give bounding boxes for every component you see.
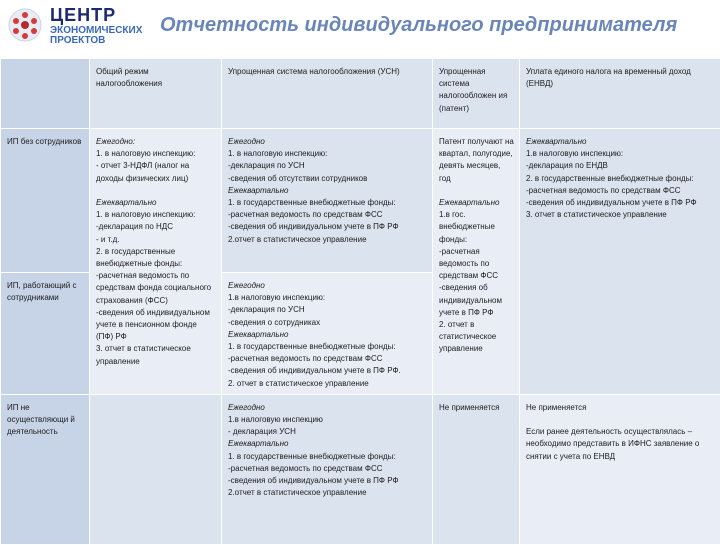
- column-header-usn: Упрощенная система налогообложения (УСН): [222, 59, 433, 129]
- slide-header: [0, 0, 720, 56]
- brand-line-3: ПРОЕКТОВ: [50, 36, 142, 46]
- reporting-table: [0, 58, 720, 545]
- page-title: Отчетность индивидуального предпринимателя: [160, 14, 677, 37]
- cell-envd-inactive: Не применяется Если ранее деятельность осуществлялась – необходимо представить в ИФНС заявление о снятии с учета по ЕНВД: [520, 394, 720, 544]
- table-row: [1, 129, 720, 273]
- cell-usn-inactive: Ежегодно 1.в налоговую инспекцию - декларация УСН Ежеквартально 1. в государственные внебюджетные фонды: -расчетная ведомость по средствам ФСС -сведения об индивидуальном учете в ПФ РФ 2.отчет в статистическое управление: [222, 394, 433, 544]
- cell-usn-with-staff: Ежегодно 1.в налоговую инспекцию: -декларация по УСН -сведения о сотрудниках Ежеквартально 1. в государственные внебюджетные фонды: -расчетная ведомость по средствам ФСС -сведения об индивидуальном учете в ПФ РФ. 2. отчет в статистическое управление: [222, 273, 433, 395]
- cell-envd: Ежеквартально 1.в налоговую инспекцию: -декларация по ЕНДВ 2. в государственные внебюджетные фонды: -расчетная ведомость по средствам ФСС -сведения об индивидуальном учете в ПФ РФ 3. отчет в статистическое управление: [520, 129, 720, 395]
- table-header-row: [1, 59, 720, 129]
- row-label-inactive: ИП не осуществляющи й деятельность: [1, 394, 90, 544]
- cell-general-inactive: [90, 394, 222, 544]
- cell-patent: Патент получают на квартал, полугодие, девять месяцев, год Ежеквартально 1.в гос. внебюджетные фонды: -расчетная ведомость по средствам ФСС -сведения об индивидуальном учете в ПФ РФ 2. отчет в статистическое управление: [433, 129, 520, 395]
- cell-usn-no-staff: Ежегодно 1. в налоговую инспекцию: -декларация по УСН -сведения об отсутствии сотрудников Ежеквартально 1. в государственные внебюджетные фонды: -расчетная ведомость по средствам ФСС -сведения об индивидуальном учете в ПФ РФ 2.отчет в статистическое управление: [222, 129, 433, 273]
- table-row: [1, 394, 720, 544]
- brand-line-2: ЭКОНОМИЧЕСКИХ: [50, 26, 142, 36]
- row-label-with-staff: ИП, работающий с сотрудниками: [1, 273, 90, 395]
- company-logo-icon: [6, 6, 44, 44]
- column-header-patent: Упрощенная система налогообложен ия (патент): [433, 59, 520, 129]
- company-name: [50, 6, 142, 46]
- row-label-no-staff: ИП без сотрудников: [1, 129, 90, 273]
- brand-line-1: ЦЕНТР: [50, 6, 142, 24]
- header-corner: [1, 59, 90, 129]
- cell-patent-inactive: Не применяется: [433, 394, 520, 544]
- column-header-general: Общий режим налогообложения: [90, 59, 222, 129]
- cell-general: Ежегодно: 1. в налоговую инспекцию: - отчет 3-НДФЛ (налог на доходы физических лиц) Ежеквартально 1. в налоговую инспекцию: -декларация по НДС - и т.д. 2. в государственные внебюджетные фонды: -расчетная ведомость по средствам фонда социального страхования (ФСС) -сведения об индивидуальном учете в пенсионном фонде (ПФ) РФ 3. отчет в статистическое управление: [90, 129, 222, 395]
- column-header-envd: Уплата единого налога на временный доход (ЕНВД): [520, 59, 720, 129]
